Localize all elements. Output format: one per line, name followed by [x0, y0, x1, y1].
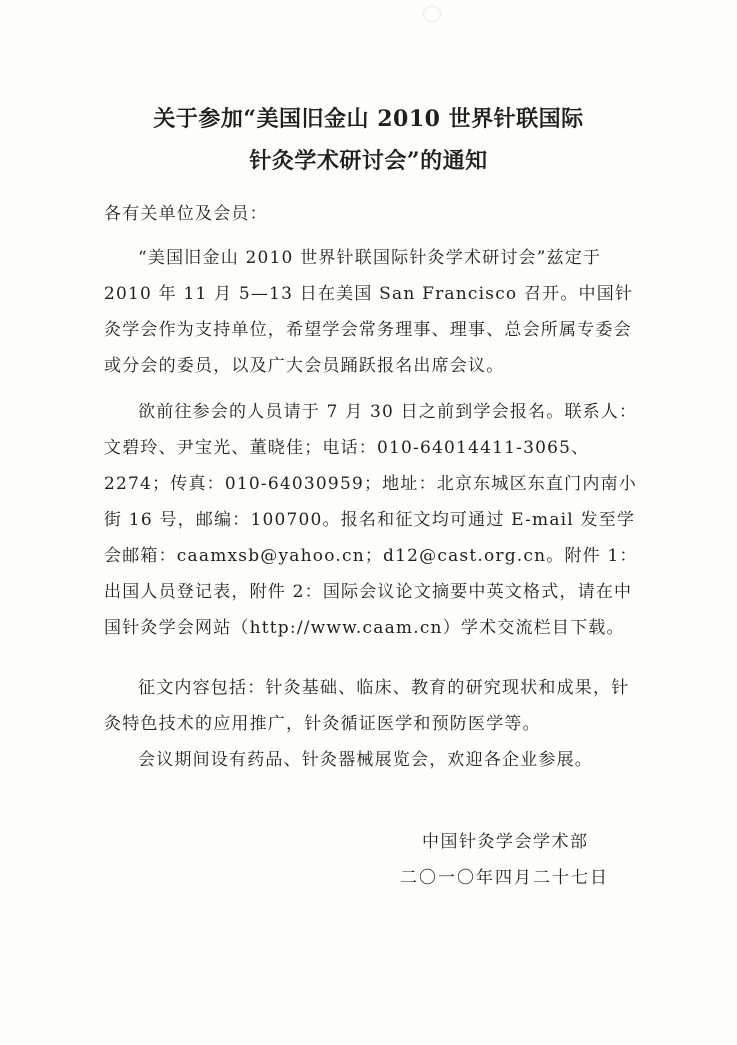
salutation: 各有关单位及会员： — [104, 204, 268, 224]
paragraph-call-for-papers: 征文内容包括：针灸基础、临床、教育的研究现状和成果，针灸特色技术的应用推广，针灸循证医学和预防医学等。 — [104, 678, 630, 734]
signature-organization: 中国针灸学会学术部 — [422, 832, 589, 852]
paper-mark — [423, 6, 441, 22]
paragraph-conference-announcement: “美国旧金山 2010 世界针联国际针灸学术研讨会”兹定于 2010 年 11 月 5—13 日在美国 San Francisco 召开。中国针灸学会作为支持单位，希望学会常务理事、理事、总会所属专委会或分会的委员，以及广大会员踊跃报名出席会议。 — [104, 248, 634, 376]
paragraph-registration-contact: 欲前往参会的人员请于 7 月 30 日之前到学会报名。联系人：文碧玲、尹宝光、董晓佳；电话：010-64014411-3065、2274；传真：010-64030959；地址：北京东城区东直门内南小街 16 号，邮编：100700。报名和征文均可通过 E-mail 发至学会邮箱：caamxsb@yahoo.cn；d12@cast.org.cn。附件 1：出国人员登记表，附件 2：国际会议论文摘要中英文格式，请在中国针灸学会网站（http://www.caam.cn）学术交流栏目下载。 — [104, 402, 638, 638]
signature-date: 二〇一〇年四月二十七日 — [400, 868, 609, 888]
document-title-line-2: 针灸学术研讨会”的通知 — [249, 148, 488, 174]
document-title-line-1: 关于参加“美国旧金山 2010 世界针联国际 — [153, 106, 584, 132]
paragraph-exhibition: 会议期间设有药品、针灸器械展览会，欢迎各企业参展。 — [138, 750, 593, 770]
